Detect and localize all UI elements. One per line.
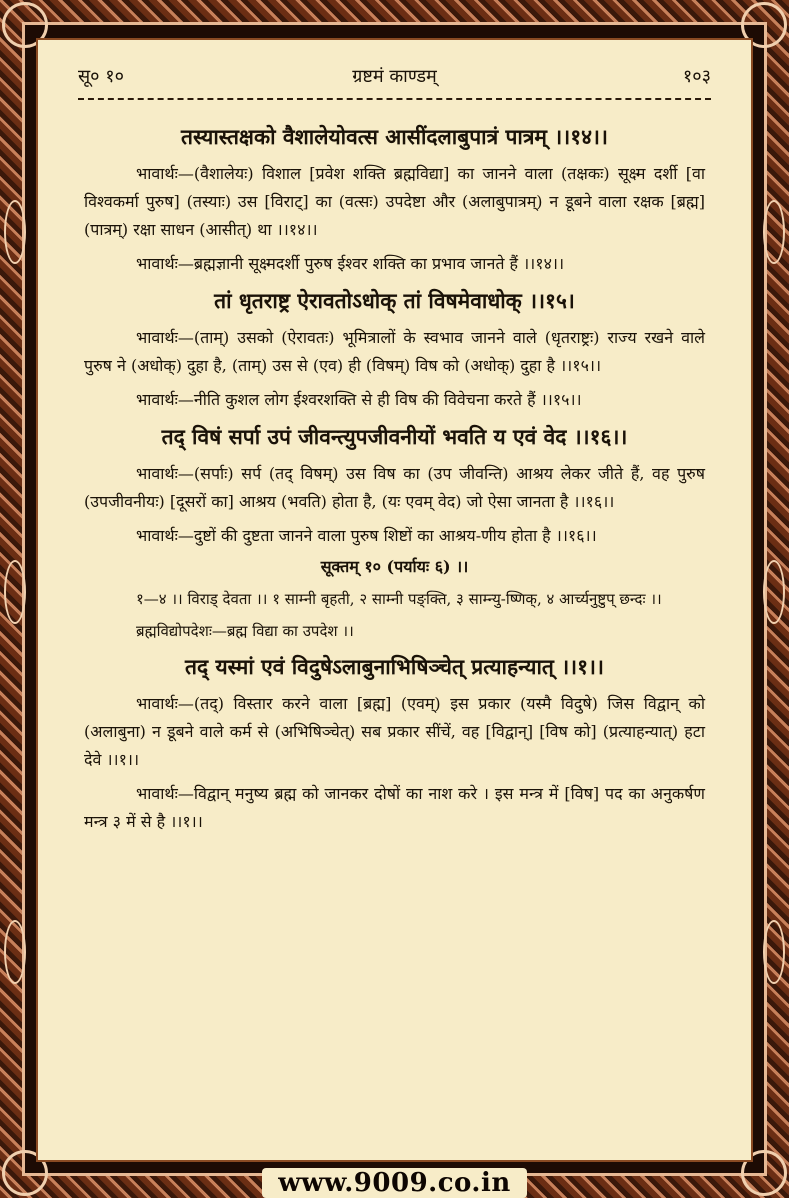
side-swirl-right-1 xyxy=(763,200,785,264)
meaning-16-b: भावार्थः—दुष्टों की दुष्टता जानने वाला पुरुष शिष्टों का आश्रय-णीय होता है ।।१६।। xyxy=(136,526,597,545)
book-page xyxy=(36,38,753,1162)
meaning-15-b: भावार्थः—नीति कुशल लोग ईश्वरशक्ति से ही विष की विवेचना करते हैं ।।१५।। xyxy=(136,390,582,409)
upadesha-line: ब्रह्मविद्योपदेशः—ब्रह्म विद्या का उपदेश ।। xyxy=(136,622,354,640)
page-content xyxy=(84,114,705,840)
website-url[interactable]: www.9009.co.in xyxy=(262,1168,527,1198)
meaning-1-b: भावार्थः—विद्वान् मनुष्य ब्रह्म को जानकर दोषों का नाश करे । इस मन्त्र में [विष] पद का अनुकर्षण मन्त्र ३ में से है ।।१।। xyxy=(84,784,705,831)
meaning-14-b: भावार्थः—ब्रह्मज्ञानी सूक्ष्मदर्शी पुरुष ईश्वर शक्ति का प्रभाव जानते हैं ।।१४।। xyxy=(136,254,565,273)
meaning-14-a: भावार्थः—(वैशालेयः) विशाल [प्रवेश शक्ति ब्रह्मविद्या] का जानने वाला (तक्षकः) सूक्ष्म दर्शी [वा विश्वकर्मा पुरुष] (तस्याः) उस [विराट्] का (वत्सः) उपदेष्टा और (अलाबुपात्रम्) न डूबने वाला रक्षक [ब्रह्म] (पात्रम्) रक्षा साधन (आसीत्) था ।।१४।। xyxy=(84,164,705,239)
side-swirl-left-1 xyxy=(4,200,26,264)
meaning-16-a: भावार्थः—(सर्पाः) सर्प (तद् विषम्) उस विष का (उप जीवन्ति) आश्रय लेकर जीते हैं, वह पुरुष (उपजीवनीयः) [दूसरों का] आश्रय (भवति) होता है, (यः एवम् वेद) जो ऐसा जानता है ।।१६।। xyxy=(84,464,705,511)
kanda-title: ग्रष्टमं काण्डम् xyxy=(352,66,437,87)
page-header xyxy=(78,64,711,94)
sukta-number: सू० १० xyxy=(78,66,124,87)
header-divider xyxy=(78,98,711,100)
meaning-1-a: भावार्थः—(तद्) विस्तार करने वाला [ब्रह्म] (एवम्) इस प्रकार (यस्मै विदुषे) जिस विद्वान् को (अलाबुना) न डूबने वाले कर्म से (अभिषिञ्चेत्) सब प्रकार सींचें, वह [विद्वान्] [विष को] (प्रत्याहन्यात्) हटा देवे ।।१।। xyxy=(84,694,705,769)
side-swirl-left-3 xyxy=(4,920,26,984)
side-swirl-right-2 xyxy=(763,560,785,624)
page-number: १०३ xyxy=(682,66,711,87)
sukta-heading: सूक्तम् १० (पर्यायः ६) ।। xyxy=(320,557,469,576)
side-swirl-left-2 xyxy=(4,560,26,624)
verse-14: तस्यास्तक्षको वैशालेयोवत्स आसींदलाबुपात्रं पात्रम् ।।१४।। xyxy=(181,124,608,149)
devata-chhanda: १—४ ।। विराड् देवता ।। १ साम्नी बृहती, २ साम्नी पङ्क्ति, ३ साम्न्यु-ष्णिक्, ४ आर्च्यनुष्टुप् छन्दः ।। xyxy=(136,590,662,608)
page-footer xyxy=(0,1164,789,1198)
verse-15: तां धृतराष्ट्र ऐरावतोऽधोक् तां विषमेवाधोक् ।।१५। xyxy=(214,288,575,313)
meaning-15-a: भावार्थः—(ताम्) उसको (ऐरावतः) भूमित्रालों के स्वभाव जानने वाले (धृतराष्ट्रः) राज्य रखने वाले पुरुष ने (अधोक्) दुहा है, (ताम्) उस से (एव) ही (विषम्) विष को (अधोक्) दुहा है ।।१५।। xyxy=(84,328,705,375)
verse-1: तद् यस्मां एवं विदुषेऽलाबुनाभिषिञ्चेत् प्रत्याहन्यात् ।।१।। xyxy=(185,654,604,679)
side-swirl-right-3 xyxy=(763,920,785,984)
verse-16: तद् विषं सर्पा उपं जीवन्त्युपजीवनीयों भवति य एवं वेद ।।१६।। xyxy=(161,424,628,449)
